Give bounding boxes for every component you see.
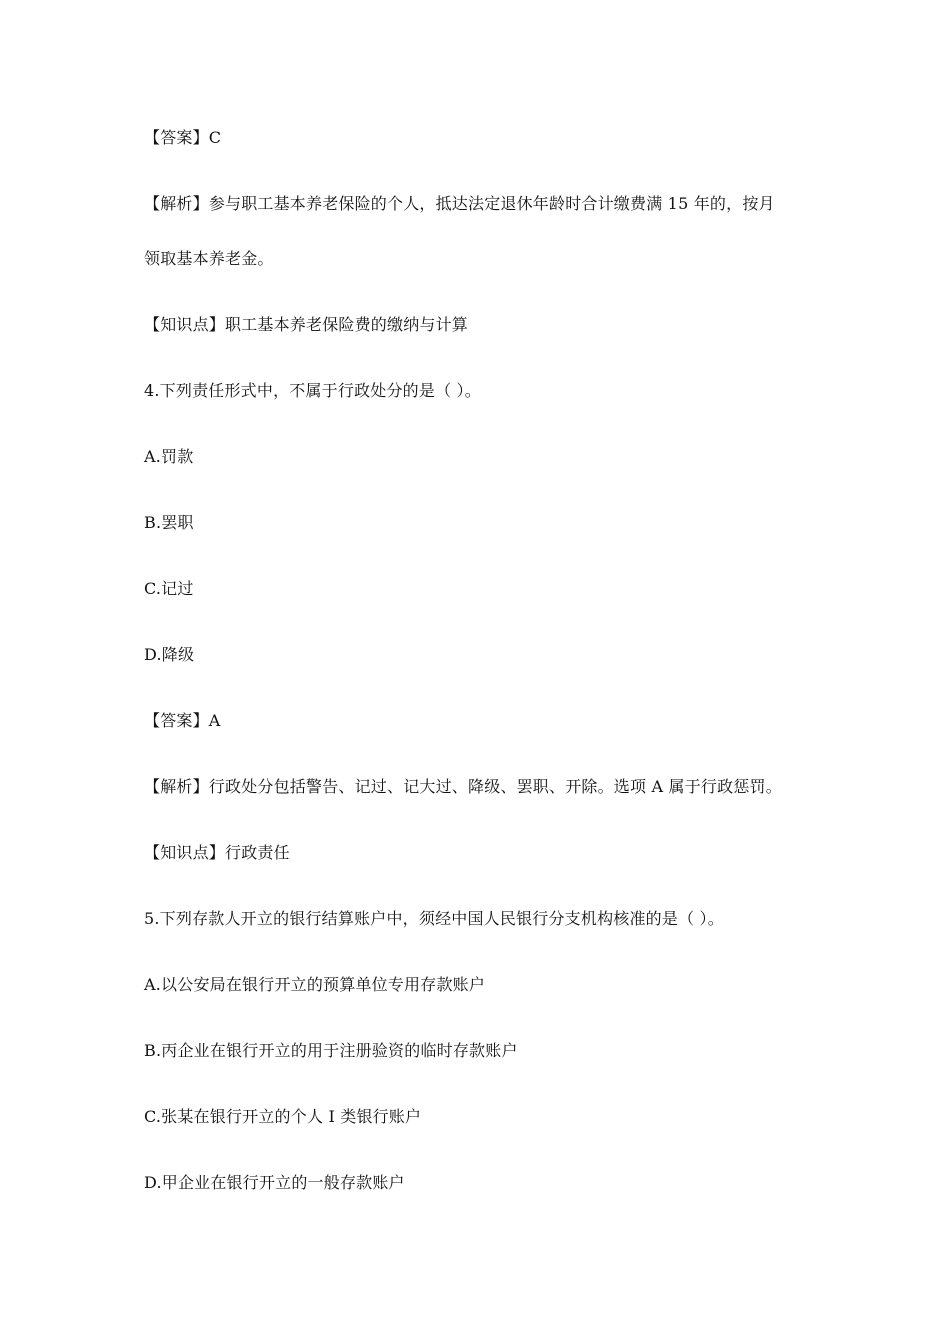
q3-analysis-line-1: 【解析】参与职工基本养老保险的个人，抵达法定退休年龄时合计缴费满 15 年的，按月 bbox=[144, 194, 775, 213]
q3-answer: 【答案】C bbox=[144, 128, 222, 147]
q5-option-c: C.张某在银行开立的个人 Ⅰ 类银行账户 bbox=[144, 1107, 422, 1126]
q5-question: 5.下列存款人开立的银行结算账户中，须经中国人民银行分支机构核准的是（ ）。 bbox=[144, 909, 724, 928]
q4-knowledge-point: 【知识点】行政责任 bbox=[144, 843, 290, 862]
q4-answer: 【答案】A bbox=[144, 711, 221, 730]
q5-option-a: A.以公安局在银行开立的预算单位专用存款账户 bbox=[144, 975, 486, 994]
q3-knowledge-point: 【知识点】职工基本养老保险费的缴纳与计算 bbox=[144, 315, 469, 334]
q5-option-b: B.丙企业在银行开立的用于注册验资的临时存款账户 bbox=[144, 1041, 518, 1060]
q4-question: 4.下列责任形式中，不属于行政处分的是（ ）。 bbox=[144, 381, 481, 400]
q4-option-d: D.降级 bbox=[144, 645, 195, 664]
q4-option-c: C.记过 bbox=[144, 579, 194, 598]
q4-option-b: B.罢职 bbox=[144, 513, 194, 532]
q5-option-d: D.甲企业在银行开立的一般存款账户 bbox=[144, 1173, 405, 1192]
q4-option-a: A.罚款 bbox=[144, 447, 194, 466]
q3-analysis-line-2: 领取基本养老金。 bbox=[144, 249, 274, 268]
q4-analysis: 【解析】行政处分包括警告、记过、记大过、降级、罢职、开除。选项 A 属于行政惩罚。 bbox=[144, 777, 782, 796]
